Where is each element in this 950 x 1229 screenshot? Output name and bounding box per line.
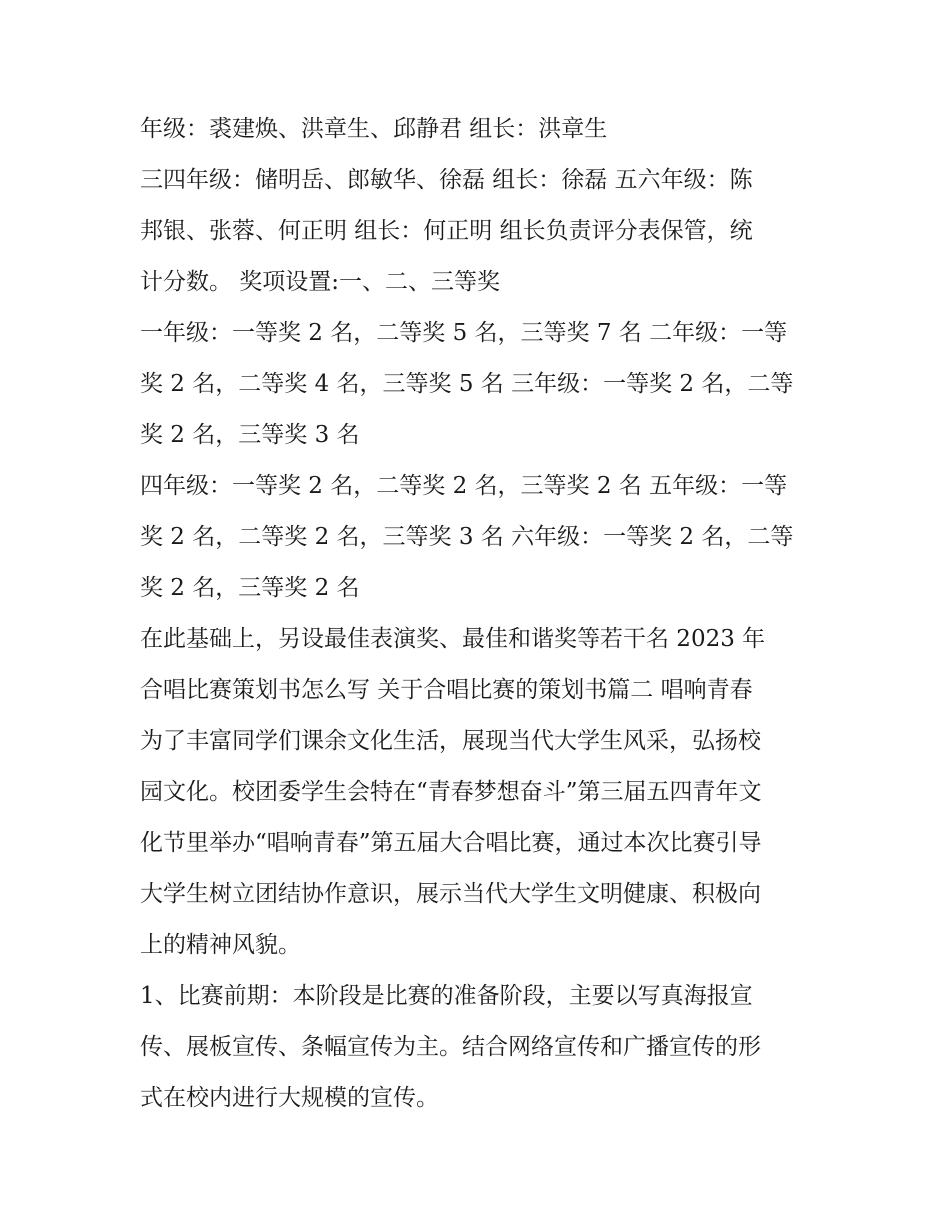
text-line: 合唱比赛策划书怎么写 关于合唱比赛的策划书篇二 唱响青春 [140,677,753,703]
paragraph-awards-grades-1-3 [140,308,810,461]
text-line: 传、展板宣传、条幅宣传为主。结合网络宣传和广播宣传的形 [140,1034,761,1060]
paragraph-awards-grades-4-6 [140,461,810,614]
paragraph-event-intro [140,614,810,971]
text-line: 在此基础上，另设最佳表演奖、最佳和谐奖等若干名 2023 年 [140,626,766,652]
text-line: 式在校内进行大规模的宣传。 [140,1085,439,1111]
document-body [140,104,810,1124]
text-line: 四年级：一等奖 2 名，二等奖 2 名，三等奖 2 名 五年级：一等 [140,473,788,499]
text-line: 奖 2 名，三等奖 3 名 [140,422,360,448]
text-line: 奖 2 名，三等奖 2 名 [140,575,360,601]
text-line: 化节里举办“唱响青春”第五届大合唱比赛，通过本次比赛引导 [140,830,762,856]
text-line: 年级：裘建焕、洪章生、邱静君 组长：洪章生 [140,116,608,142]
text-line: 奖 2 名，二等奖 4 名，三等奖 5 名 三年级：一等奖 2 名，二等 [140,371,794,397]
paragraph-phase-one [140,971,810,1124]
text-line: 三四年级：储明岳、郎敏华、徐磊 组长：徐磊 五六年级：陈 [140,167,753,193]
text-line: 一年级：一等奖 2 名，二等奖 5 名，三等奖 7 名 二年级：一等 [140,320,788,346]
paragraph-judges-groups [140,155,810,308]
text-line: 1、比赛前期：本阶段是比赛的准备阶段，主要以写真海报宣 [140,983,753,1009]
text-line: 上的精神风貌。 [140,932,301,958]
text-line: 园文化。校团委学生会特在“青春梦想奋斗”第三届五四青年文 [140,779,762,805]
text-line: 大学生树立团结协作意识，展示当代大学生文明健康、积极向 [140,881,761,907]
text-line: 邦银、张蓉、何正明 组长：何正明 组长负责评分表保管，统 [140,218,753,244]
text-line: 为了丰富同学们课余文化生活，展现当代大学生风采，弘扬校 [140,728,761,754]
paragraph-judges-grade [140,104,810,155]
text-line: 奖 2 名，二等奖 2 名，三等奖 3 名 六年级：一等奖 2 名，二等 [140,524,794,550]
text-line: 计分数。 奖项设置:一、二、三等奖 [140,269,501,295]
